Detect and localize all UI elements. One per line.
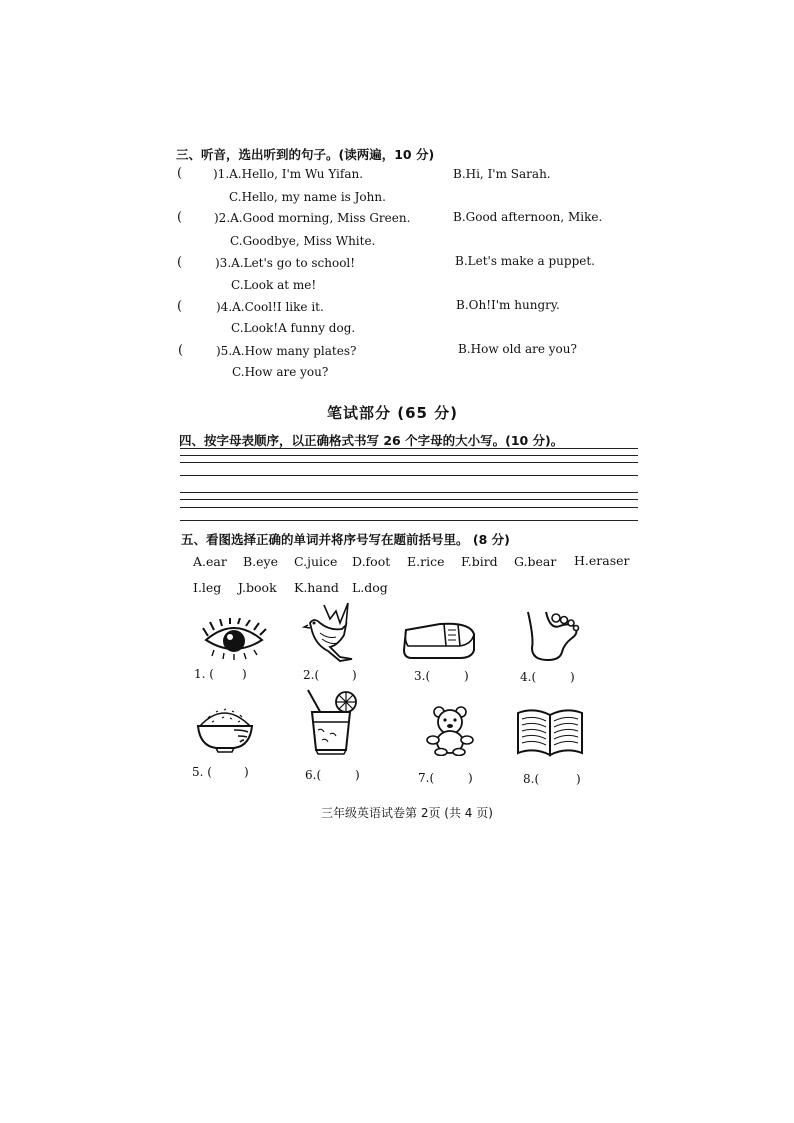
writing-line <box>180 499 638 500</box>
item-8-label[interactable]: 8.( <box>523 772 540 786</box>
book-icon <box>514 705 586 759</box>
bird-icon <box>300 601 362 663</box>
item-3-label[interactable]: 3.( <box>414 669 431 683</box>
word-option-c: C.juice <box>294 554 338 569</box>
word-option-b: B.eye <box>243 554 279 569</box>
item-7-close: ) <box>468 771 473 785</box>
item-8-close: ) <box>576 772 581 786</box>
juice-icon <box>300 688 362 756</box>
item-3-close: ) <box>464 669 469 683</box>
teddy-bear-icon <box>425 704 475 756</box>
q2-option-a: )2.A.Good morning, Miss Green. <box>214 211 411 225</box>
page-footer: 三年级英语试卷第 2页 (共 4 页) <box>321 806 493 820</box>
q5-option-b: B.How old are you? <box>458 342 577 356</box>
answer-paren-2[interactable]: ( <box>177 210 183 225</box>
q1-option-c: C.Hello, my name is John. <box>229 190 386 204</box>
q4-option-c: C.Look!A funny dog. <box>231 321 356 335</box>
item-2-close: ) <box>352 668 357 682</box>
q5-option-c: C.How are you? <box>232 365 329 379</box>
rice-bowl-icon <box>194 700 256 754</box>
word-option-l: L.dog <box>352 580 388 595</box>
q3-option-c: C.Look at me! <box>231 278 317 292</box>
q4-option-b: B.Oh!I'm hungry. <box>456 298 560 312</box>
q4-option-a: )4.A.Cool!I like it. <box>216 300 324 314</box>
word-option-a: A.ear <box>193 554 227 569</box>
written-part-title: 笔试部分 (65 分) <box>327 404 459 422</box>
q5-option-a: )5.A.How many plates? <box>216 344 357 358</box>
eye-icon <box>200 618 268 664</box>
answer-paren-3[interactable]: ( <box>177 255 183 270</box>
word-option-i: I.leg <box>193 580 222 595</box>
eraser-icon <box>400 618 478 662</box>
item-6-label[interactable]: 6.( <box>305 768 322 782</box>
item-7-label[interactable]: 7.( <box>418 771 435 785</box>
word-option-k: K.hand <box>294 580 339 595</box>
section4-title: 四、按字母表顺序，以正确格式书写 26 个字母的大小写。(10 分)。 <box>179 433 564 448</box>
writing-line <box>180 520 638 521</box>
item-5-close: ) <box>244 765 249 779</box>
word-option-h: H.eraser <box>574 553 630 568</box>
q1-option-b: B.Hi, I'm Sarah. <box>453 167 551 181</box>
answer-paren-5[interactable]: ( <box>178 343 184 358</box>
word-option-e: E.rice <box>407 554 445 569</box>
writing-line <box>180 492 638 493</box>
word-option-f: F.bird <box>461 554 498 569</box>
item-4-close: ) <box>570 670 575 684</box>
word-option-j: J.book <box>238 580 277 595</box>
item-5-label[interactable]: 5. ( <box>192 765 212 779</box>
answer-paren-4[interactable]: ( <box>177 299 183 314</box>
foot-icon <box>520 608 582 664</box>
item-4-label[interactable]: 4.( <box>520 670 537 684</box>
q2-option-b: B.Good afternoon, Mike. <box>453 210 603 224</box>
item-6-close: ) <box>355 768 360 782</box>
item-1-close: ) <box>242 667 247 681</box>
handwriting-lines[interactable] <box>180 446 638 524</box>
item-1-label[interactable]: 1. ( <box>194 667 214 681</box>
writing-line <box>180 455 638 456</box>
section3-title: 三、听音，选出听到的句子。(读两遍，10 分) <box>176 147 435 162</box>
word-option-g: G.bear <box>514 554 557 569</box>
item-2-label[interactable]: 2.( <box>303 668 320 682</box>
q2-option-c: C.Goodbye, Miss White. <box>230 234 376 248</box>
writing-line <box>180 448 638 449</box>
writing-line <box>180 475 638 476</box>
section5-title: 五、看图选择正确的单词并将序号写在题前括号里。 (8 分) <box>181 532 510 547</box>
answer-paren-1[interactable]: ( <box>177 166 183 181</box>
q3-option-b: B.Let's make a puppet. <box>455 254 595 268</box>
writing-line <box>180 507 638 508</box>
q1-option-a: )1.A.Hello, I'm Wu Yifan. <box>213 167 364 181</box>
writing-line <box>180 462 638 463</box>
q3-option-a: )3.A.Let's go to school! <box>215 256 356 270</box>
word-option-d: D.foot <box>352 554 391 569</box>
